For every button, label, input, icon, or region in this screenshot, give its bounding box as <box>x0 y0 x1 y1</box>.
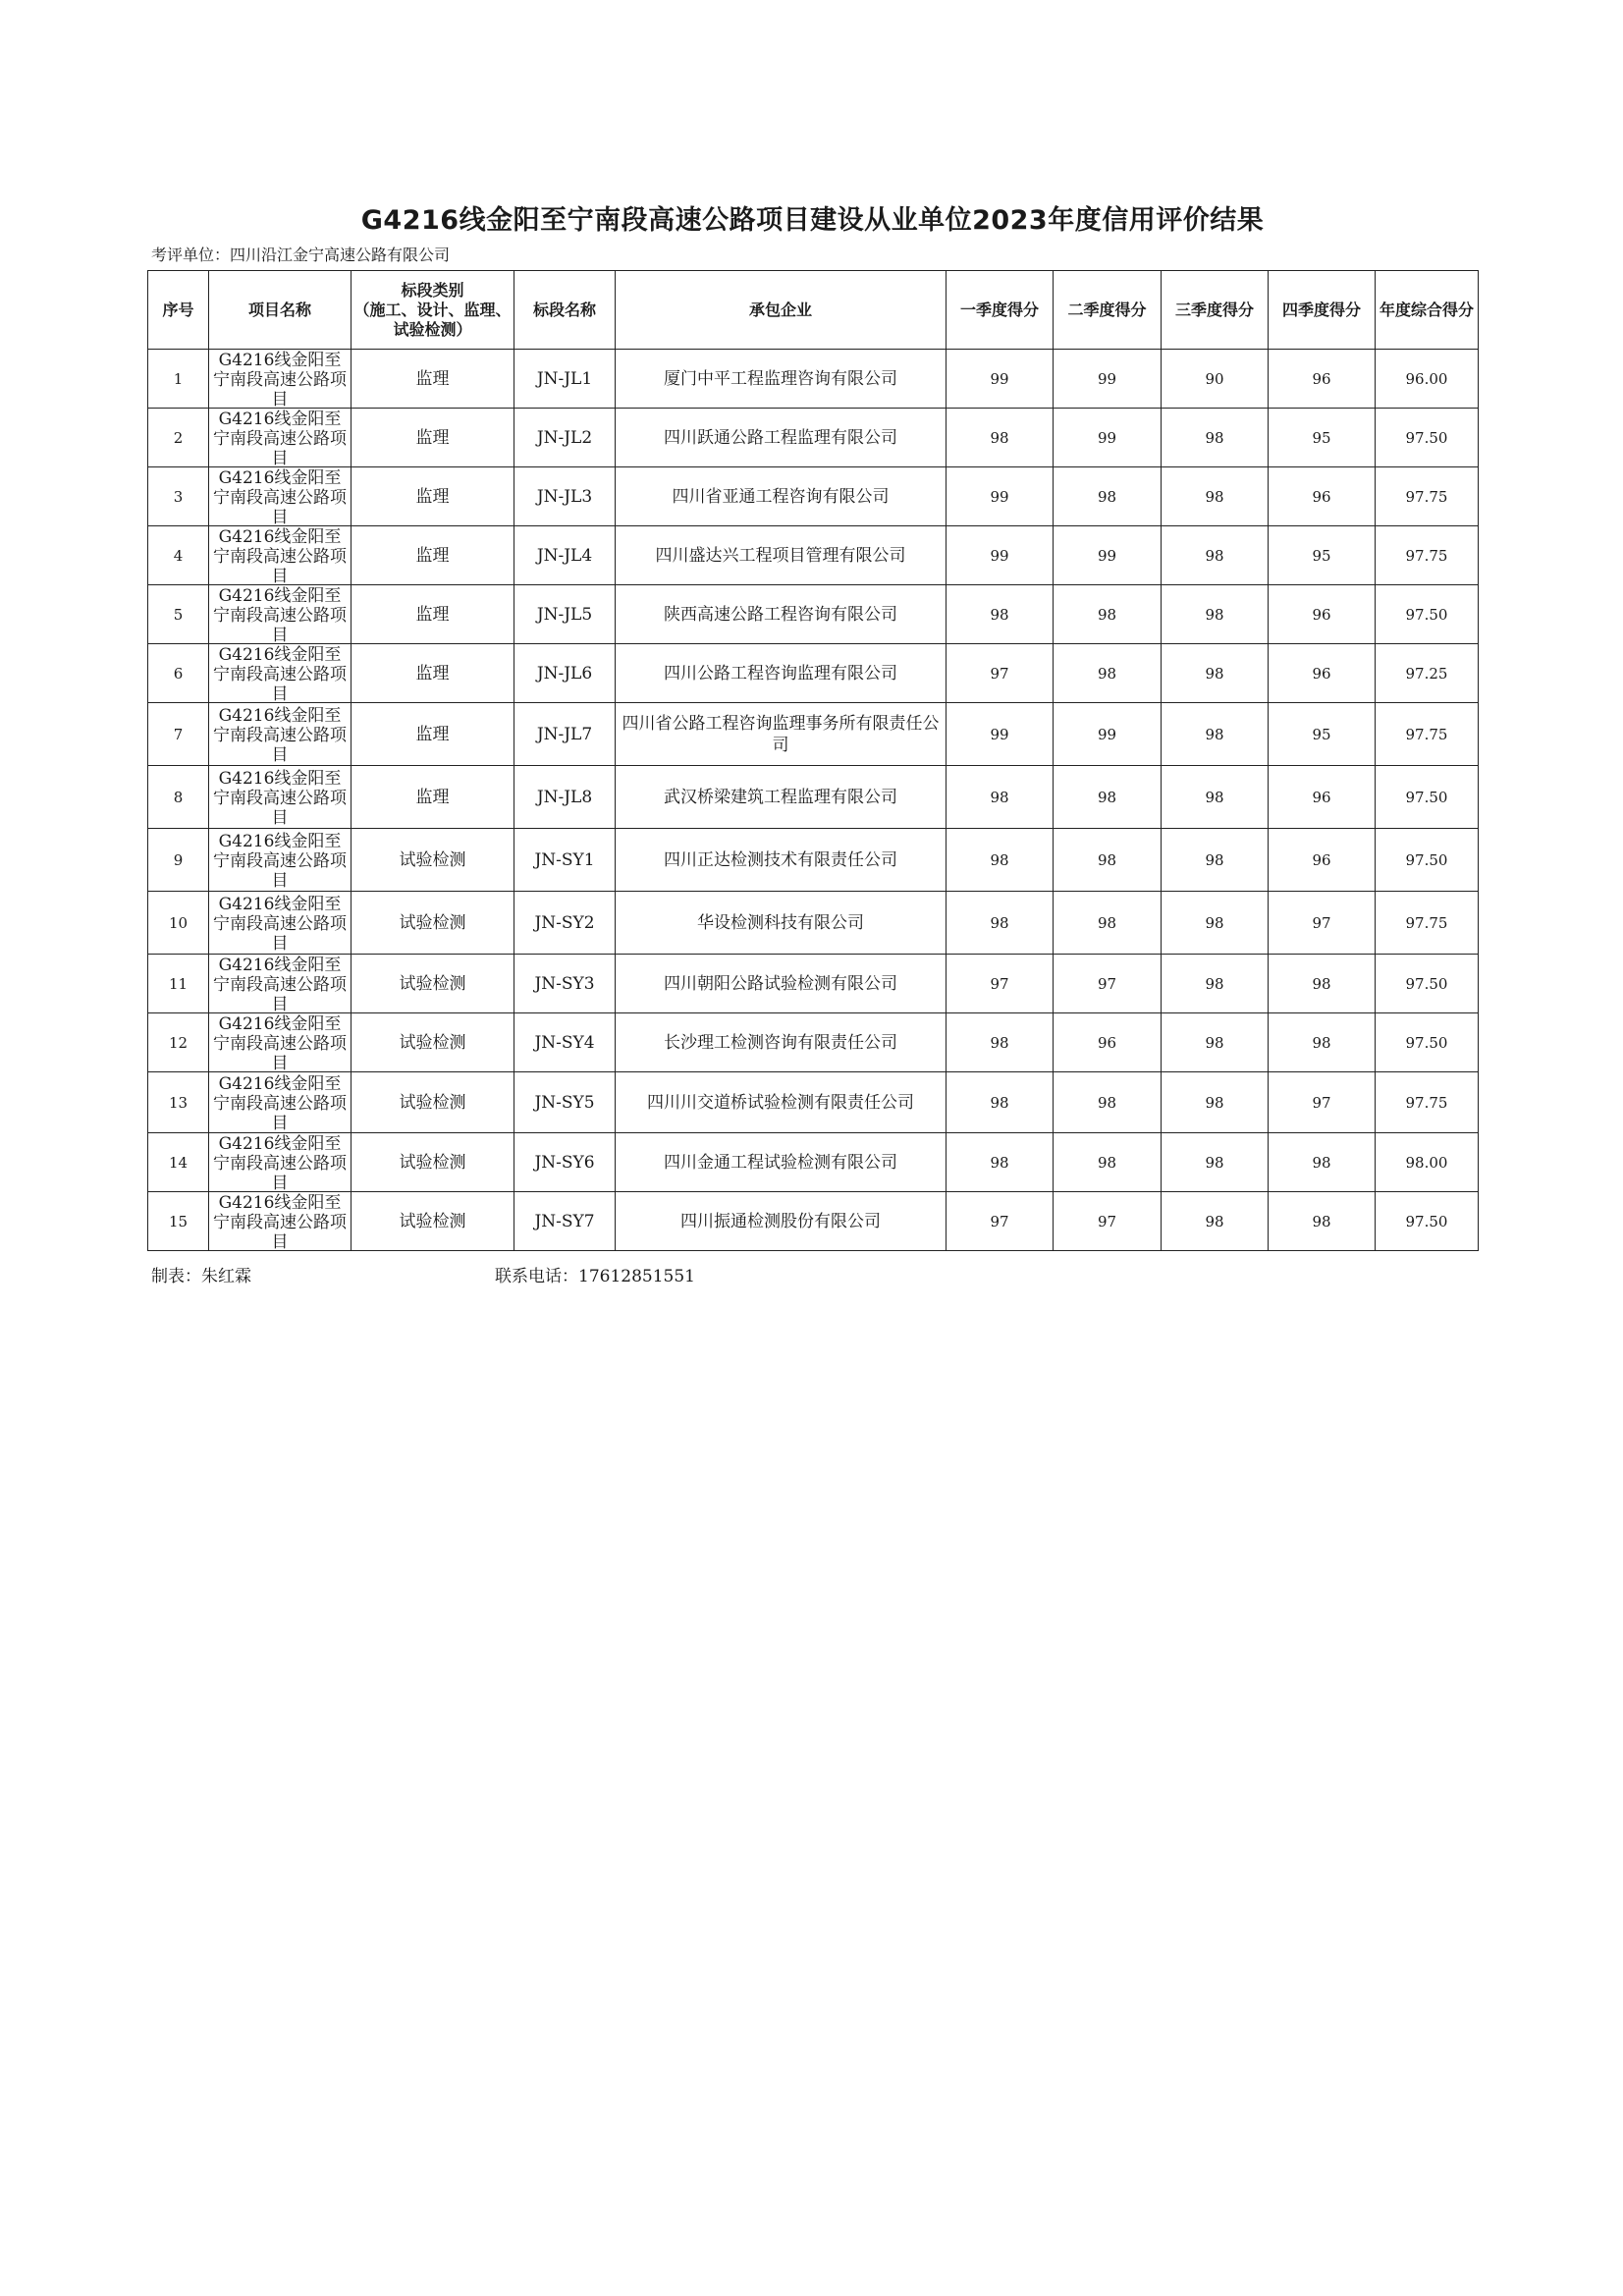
table-row <box>148 766 1479 829</box>
cell-q1: 97 <box>947 955 1054 1013</box>
table-row <box>148 1072 1479 1133</box>
cell-seq: 15 <box>148 1192 209 1251</box>
cell-q2: 98 <box>1054 1133 1162 1192</box>
cell-q2: 98 <box>1054 585 1162 644</box>
cell-project <box>209 892 352 955</box>
cell-q1: 98 <box>947 409 1054 467</box>
cell-section: JN-JL1 <box>514 350 616 409</box>
table-row <box>148 955 1479 1013</box>
project-name-text: G4216线金阳至宁南段高速公路项目 <box>213 1013 347 1071</box>
cell-section: JN-SY2 <box>514 892 616 955</box>
credit-evaluation-table <box>147 270 1479 1251</box>
cell-annual: 97.75 <box>1376 467 1479 526</box>
cell-seq: 13 <box>148 1072 209 1133</box>
cell-category: 试验检测 <box>352 892 514 955</box>
cell-q3: 98 <box>1162 703 1269 766</box>
table-row <box>148 703 1479 766</box>
cell-annual: 97.75 <box>1376 703 1479 766</box>
header-category <box>352 271 514 350</box>
project-name-text: G4216线金阳至宁南段高速公路项目 <box>213 1133 347 1191</box>
cell-q4: 95 <box>1269 703 1376 766</box>
cell-seq: 8 <box>148 766 209 829</box>
cell-category: 监理 <box>352 585 514 644</box>
cell-section: JN-JL6 <box>514 644 616 703</box>
cell-q3: 98 <box>1162 526 1269 585</box>
cell-annual: 97.75 <box>1376 1072 1479 1133</box>
project-name-text: G4216线金阳至宁南段高速公路项目 <box>213 409 347 466</box>
cell-q3: 98 <box>1162 1072 1269 1133</box>
cell-project <box>209 585 352 644</box>
cell-q3: 98 <box>1162 409 1269 467</box>
cell-q1: 99 <box>947 526 1054 585</box>
cell-project <box>209 766 352 829</box>
table-row <box>148 409 1479 467</box>
cell-category: 监理 <box>352 409 514 467</box>
cell-q2: 96 <box>1054 1013 1162 1072</box>
cell-category: 监理 <box>352 766 514 829</box>
cell-q4: 95 <box>1269 526 1376 585</box>
header-annual: 年度综合得分 <box>1376 271 1479 350</box>
cell-q4: 96 <box>1269 766 1376 829</box>
cell-q2: 99 <box>1054 409 1162 467</box>
cell-q1: 98 <box>947 1133 1054 1192</box>
cell-annual: 97.75 <box>1376 526 1479 585</box>
cell-q3: 90 <box>1162 350 1269 409</box>
cell-q3: 98 <box>1162 644 1269 703</box>
header-q1: 一季度得分 <box>947 271 1054 350</box>
cell-seq: 1 <box>148 350 209 409</box>
project-name-text: G4216线金阳至宁南段高速公路项目 <box>213 1073 347 1131</box>
cell-q2: 97 <box>1054 955 1162 1013</box>
cell-project <box>209 350 352 409</box>
cell-project <box>209 467 352 526</box>
cell-q1: 98 <box>947 1072 1054 1133</box>
cell-q1: 98 <box>947 766 1054 829</box>
cell-seq: 11 <box>148 955 209 1013</box>
header-project: 项目名称 <box>209 271 352 350</box>
cell-category: 试验检测 <box>352 955 514 1013</box>
table-body <box>148 350 1479 1251</box>
cell-q1: 99 <box>947 703 1054 766</box>
cell-section: JN-SY1 <box>514 829 616 892</box>
cell-category: 试验检测 <box>352 1072 514 1133</box>
cell-q2: 99 <box>1054 350 1162 409</box>
table-header-row <box>148 271 1479 350</box>
cell-company: 陕西高速公路工程咨询有限公司 <box>616 585 947 644</box>
cell-project <box>209 703 352 766</box>
cell-q2: 99 <box>1054 703 1162 766</box>
cell-q1: 99 <box>947 467 1054 526</box>
cell-seq: 10 <box>148 892 209 955</box>
cell-section: JN-SY4 <box>514 1013 616 1072</box>
cell-section: JN-SY3 <box>514 955 616 1013</box>
header-company: 承包企业 <box>616 271 947 350</box>
cell-project <box>209 1072 352 1133</box>
cell-q3: 98 <box>1162 1013 1269 1072</box>
table-row <box>148 350 1479 409</box>
table-row <box>148 892 1479 955</box>
cell-company: 四川公路工程咨询监理有限公司 <box>616 644 947 703</box>
cell-project <box>209 526 352 585</box>
cell-q3: 98 <box>1162 1133 1269 1192</box>
cell-q1: 98 <box>947 829 1054 892</box>
evaluator-label: 考评单位：四川沿江金宁高速公路有限公司 <box>151 246 451 264</box>
cell-q4: 96 <box>1269 585 1376 644</box>
cell-seq: 12 <box>148 1013 209 1072</box>
cell-annual: 97.50 <box>1376 1013 1479 1072</box>
table-row <box>148 1133 1479 1192</box>
header-category-line2: （施工、设计、监理、试验检测） <box>353 300 512 339</box>
project-name-text: G4216线金阳至宁南段高速公路项目 <box>213 467 347 525</box>
cell-q2: 99 <box>1054 526 1162 585</box>
cell-category: 监理 <box>352 703 514 766</box>
cell-company: 四川金通工程试验检测有限公司 <box>616 1133 947 1192</box>
cell-q4: 96 <box>1269 829 1376 892</box>
cell-category: 试验检测 <box>352 1133 514 1192</box>
cell-q2: 98 <box>1054 644 1162 703</box>
cell-q3: 98 <box>1162 892 1269 955</box>
cell-annual: 96.00 <box>1376 350 1479 409</box>
cell-q4: 96 <box>1269 467 1376 526</box>
cell-annual: 97.50 <box>1376 409 1479 467</box>
cell-seq: 3 <box>148 467 209 526</box>
cell-annual: 97.50 <box>1376 955 1479 1013</box>
cell-seq: 6 <box>148 644 209 703</box>
project-name-text: G4216线金阳至宁南段高速公路项目 <box>213 585 347 643</box>
cell-section: JN-SY7 <box>514 1192 616 1251</box>
footer-phone: 联系电话：17612851551 <box>495 1267 695 1286</box>
cell-section: JN-JL8 <box>514 766 616 829</box>
table-row <box>148 644 1479 703</box>
cell-category: 监理 <box>352 644 514 703</box>
page-title: G4216线金阳至宁南段高速公路项目建设从业单位2023年度信用评价结果 <box>360 205 1265 236</box>
project-name-text: G4216线金阳至宁南段高速公路项目 <box>213 1192 347 1250</box>
cell-category: 监理 <box>352 526 514 585</box>
cell-annual: 97.50 <box>1376 829 1479 892</box>
cell-annual: 98.00 <box>1376 1133 1479 1192</box>
table-row <box>148 829 1479 892</box>
cell-q4: 97 <box>1269 1072 1376 1133</box>
cell-company: 四川朝阳公路试验检测有限公司 <box>616 955 947 1013</box>
cell-q3: 98 <box>1162 467 1269 526</box>
cell-project <box>209 1133 352 1192</box>
cell-q2: 97 <box>1054 1192 1162 1251</box>
cell-section: JN-JL7 <box>514 703 616 766</box>
cell-company: 四川跃通公路工程监理有限公司 <box>616 409 947 467</box>
cell-q4: 98 <box>1269 1013 1376 1072</box>
project-name-text: G4216线金阳至宁南段高速公路项目 <box>213 831 347 889</box>
project-name-text: G4216线金阳至宁南段高速公路项目 <box>213 350 347 408</box>
cell-q1: 97 <box>947 1192 1054 1251</box>
cell-q3: 98 <box>1162 1192 1269 1251</box>
cell-company: 华设检测科技有限公司 <box>616 892 947 955</box>
cell-q2: 98 <box>1054 467 1162 526</box>
cell-q1: 97 <box>947 644 1054 703</box>
cell-q3: 98 <box>1162 766 1269 829</box>
cell-q2: 98 <box>1054 829 1162 892</box>
cell-section: JN-JL4 <box>514 526 616 585</box>
cell-q3: 98 <box>1162 829 1269 892</box>
cell-company: 长沙理工检测咨询有限责任公司 <box>616 1013 947 1072</box>
table-row <box>148 467 1479 526</box>
cell-company: 厦门中平工程监理咨询有限公司 <box>616 350 947 409</box>
cell-q2: 98 <box>1054 1072 1162 1133</box>
cell-project <box>209 1013 352 1072</box>
cell-q4: 97 <box>1269 892 1376 955</box>
cell-q3: 98 <box>1162 955 1269 1013</box>
cell-category: 监理 <box>352 467 514 526</box>
cell-category: 试验检测 <box>352 1013 514 1072</box>
cell-seq: 2 <box>148 409 209 467</box>
cell-q4: 96 <box>1269 350 1376 409</box>
table-row <box>148 1013 1479 1072</box>
cell-project <box>209 955 352 1013</box>
table-row <box>148 526 1479 585</box>
cell-category: 监理 <box>352 350 514 409</box>
cell-company: 四川省公路工程咨询监理事务所有限责任公司 <box>616 703 947 766</box>
header-q4: 四季度得分 <box>1269 271 1376 350</box>
project-name-text: G4216线金阳至宁南段高速公路项目 <box>213 705 347 763</box>
cell-company: 四川川交道桥试验检测有限责任公司 <box>616 1072 947 1133</box>
cell-q4: 95 <box>1269 409 1376 467</box>
cell-q1: 99 <box>947 350 1054 409</box>
cell-category: 试验检测 <box>352 829 514 892</box>
cell-q4: 96 <box>1269 644 1376 703</box>
cell-section: JN-JL3 <box>514 467 616 526</box>
cell-annual: 97.50 <box>1376 585 1479 644</box>
header-category-line1: 标段类别 <box>401 280 464 300</box>
cell-section: JN-JL5 <box>514 585 616 644</box>
cell-project <box>209 644 352 703</box>
cell-section: JN-SY6 <box>514 1133 616 1192</box>
cell-company: 四川振通检测股份有限公司 <box>616 1192 947 1251</box>
project-name-text: G4216线金阳至宁南段高速公路项目 <box>213 955 347 1012</box>
header-section: 标段名称 <box>514 271 616 350</box>
project-name-text: G4216线金阳至宁南段高速公路项目 <box>213 644 347 702</box>
table-row <box>148 1192 1479 1251</box>
cell-q1: 98 <box>947 892 1054 955</box>
cell-company: 武汉桥梁建筑工程监理有限公司 <box>616 766 947 829</box>
cell-project <box>209 829 352 892</box>
project-name-text: G4216线金阳至宁南段高速公路项目 <box>213 526 347 584</box>
cell-seq: 7 <box>148 703 209 766</box>
cell-q2: 98 <box>1054 766 1162 829</box>
header-seq: 序号 <box>148 271 209 350</box>
cell-section: JN-SY5 <box>514 1072 616 1133</box>
project-name-text: G4216线金阳至宁南段高速公路项目 <box>213 768 347 826</box>
cell-section: JN-JL2 <box>514 409 616 467</box>
cell-company: 四川正达检测技术有限责任公司 <box>616 829 947 892</box>
cell-q2: 98 <box>1054 892 1162 955</box>
header-q3: 三季度得分 <box>1162 271 1269 350</box>
cell-annual: 97.50 <box>1376 1192 1479 1251</box>
cell-q4: 98 <box>1269 1133 1376 1192</box>
cell-seq: 4 <box>148 526 209 585</box>
cell-project <box>209 409 352 467</box>
cell-q4: 98 <box>1269 955 1376 1013</box>
cell-annual: 97.50 <box>1376 766 1479 829</box>
footer-maker: 制表：朱红霖 <box>151 1267 251 1286</box>
cell-seq: 5 <box>148 585 209 644</box>
cell-q1: 98 <box>947 1013 1054 1072</box>
project-name-text: G4216线金阳至宁南段高速公路项目 <box>213 894 347 952</box>
cell-q4: 98 <box>1269 1192 1376 1251</box>
cell-annual: 97.75 <box>1376 892 1479 955</box>
cell-q1: 98 <box>947 585 1054 644</box>
cell-q3: 98 <box>1162 585 1269 644</box>
cell-seq: 9 <box>148 829 209 892</box>
cell-annual: 97.25 <box>1376 644 1479 703</box>
header-q2: 二季度得分 <box>1054 271 1162 350</box>
cell-company: 四川盛达兴工程项目管理有限公司 <box>616 526 947 585</box>
table-row <box>148 585 1479 644</box>
cell-project <box>209 1192 352 1251</box>
cell-category: 试验检测 <box>352 1192 514 1251</box>
cell-company: 四川省亚通工程咨询有限公司 <box>616 467 947 526</box>
cell-seq: 14 <box>148 1133 209 1192</box>
